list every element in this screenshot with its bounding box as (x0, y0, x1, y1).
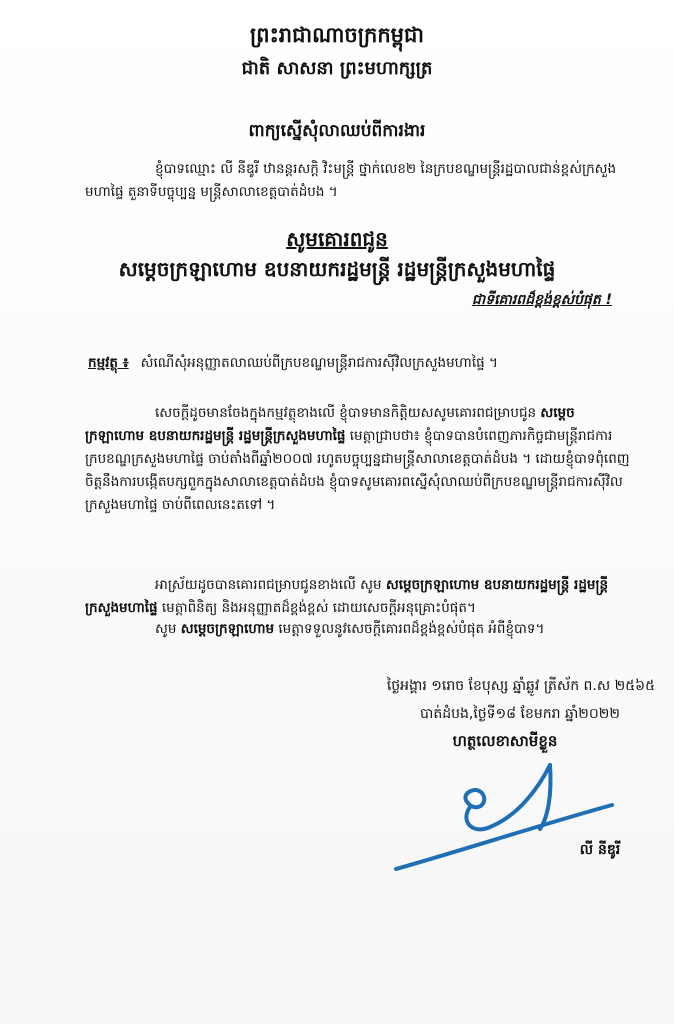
body-paragraph-2 (85, 574, 630, 620)
lunar-date: ថ្ងៃអង្គារ ១រោច ខែបុស្ស ឆ្នាំឆ្លូវ ត្រីស័ក ព.ស ២៥៦៥ (386, 678, 655, 694)
solar-date: បាត់ដំបង,ថ្ងៃទី១៨ ខែមករា ឆ្នាំ២០២២ (420, 706, 620, 722)
subject-line (88, 354, 648, 374)
body-paragraph-1 (85, 402, 630, 517)
kingdom-header: ព្រះរាជាណាចក្រកម្ពុជា (249, 22, 424, 47)
subject-text: សំណើសុំអនុញ្ញាតលាឈប់ពីក្របខណ្ឌមន្ត្រីរាជការស៊ីវិលក្រសួងមហាផ្ទៃ ។ (140, 355, 498, 371)
signer-name: លី នីឌូរី (579, 842, 621, 858)
document-title: ពាក្យស្នើសុំលាឈប់ពីការងារ (248, 121, 426, 141)
subject-label: កម្មវត្ថុ ៖ (88, 355, 129, 371)
body1-text-a: សេចក្តីដូចមានចែងក្នុងកម្មវត្ថុខាងលើ ខ្ញុំបាទមានកិត្តិយសសូមគោរពជម្រាបជូន (155, 405, 541, 421)
signature-title: ហត្ថលេខាសាមីខ្លួន (452, 732, 558, 750)
national-motto: ជាតិ សាសនា ព្រះមហាក្សត្រ (241, 58, 433, 79)
body2-text-b: មេត្តាពិនិត្យ និងអនុញ្ញាតដ៏ខ្ពង់ខ្ពស់ ដោយសេចក្តីអនុគ្រោះបំផុត។ (157, 600, 476, 616)
body1-recipient: សម្តេចក្រឡាហោម ឧបនាយករដ្ឋមន្ត្រី រដ្ឋមន្ត្រីក្រសួងមហាផ្ទៃ (85, 405, 575, 444)
body-paragraph-3 (85, 618, 630, 641)
recipient-title: សម្តេចក្រឡាហោម ឧបនាយករដ្ឋមន្ត្រី រដ្ឋមន្ត្រីក្រសួងមហាផ្ទៃ (118, 257, 556, 281)
recipient-honorific: ជាទីគោរពដ៏ខ្ពង់ខ្ពស់បំផុត ! (471, 292, 612, 308)
body3-recipient: សម្តេចក្រឡាហោម (180, 621, 275, 637)
body3-text-a: សូម (155, 621, 181, 637)
intro-paragraph: ខ្ញុំបាទឈ្មោះ លី នីឌូរី ឋានន្តរសក្តិ វិះមន្ត្រី ថ្នាក់លេខ២ នៃក្របខណ្ឌមន្ត្រីរដ្ឋបាលជាន់ខ្ពស់ក្រសួងមហាផ្ទៃ តួនាទីបច្ចុប្បន្ន មន្ត្រីសាលាខេត្តបាត់ដំបង ។ (85, 161, 617, 200)
body3-text-b: មេត្តាទទួលនូវសេចក្តីគោរពដ៏ខ្ពង់ខ្ពស់បំផុត អំពីខ្ញុំបាទ។ (274, 621, 545, 637)
body2-text-a: អាស្រ័យដូចបានគោរពជម្រាបជូនខាងលើ សូម (155, 577, 386, 593)
handwritten-signature (380, 755, 620, 885)
body2-recipient: សម្តេចក្រឡាហោម ឧបនាយករដ្ឋមន្ត្រី រដ្ឋមន្ត្រីក្រសួងមហាផ្ទៃ (85, 577, 609, 616)
body1-text-b: មេត្តាជ្រាបថា៖ ខ្ញុំបាទបានបំពេញភារកិច្ចជាមន្ត្រីរាជការក្របខណ្ឌក្រសួងមហាផ្ទៃ ចាប់តាំងពីឆ្នាំ២០០៧ រហូតបច្ចុប្បន្នជាមន្ត្រីសាលាខេត្តបាត់ដំបង ។ ដោយខ្ញុំបាទពុំពេញចិត្តនឹងការបង្កើតបក្សពួកក្នុងសាលាខេត្តបាត់ដំបង ខ្ញុំបាទសូមគោរពស្នើសុំលាឈប់ពីក្របខណ្ឌមន្ត្រីរាជការស៊ីវិលក្រសួងមហាផ្ទៃ ចាប់ពីពេលនេះតទៅ ។ (85, 428, 630, 513)
respect-line: សូមគោរពជូន (286, 227, 388, 251)
